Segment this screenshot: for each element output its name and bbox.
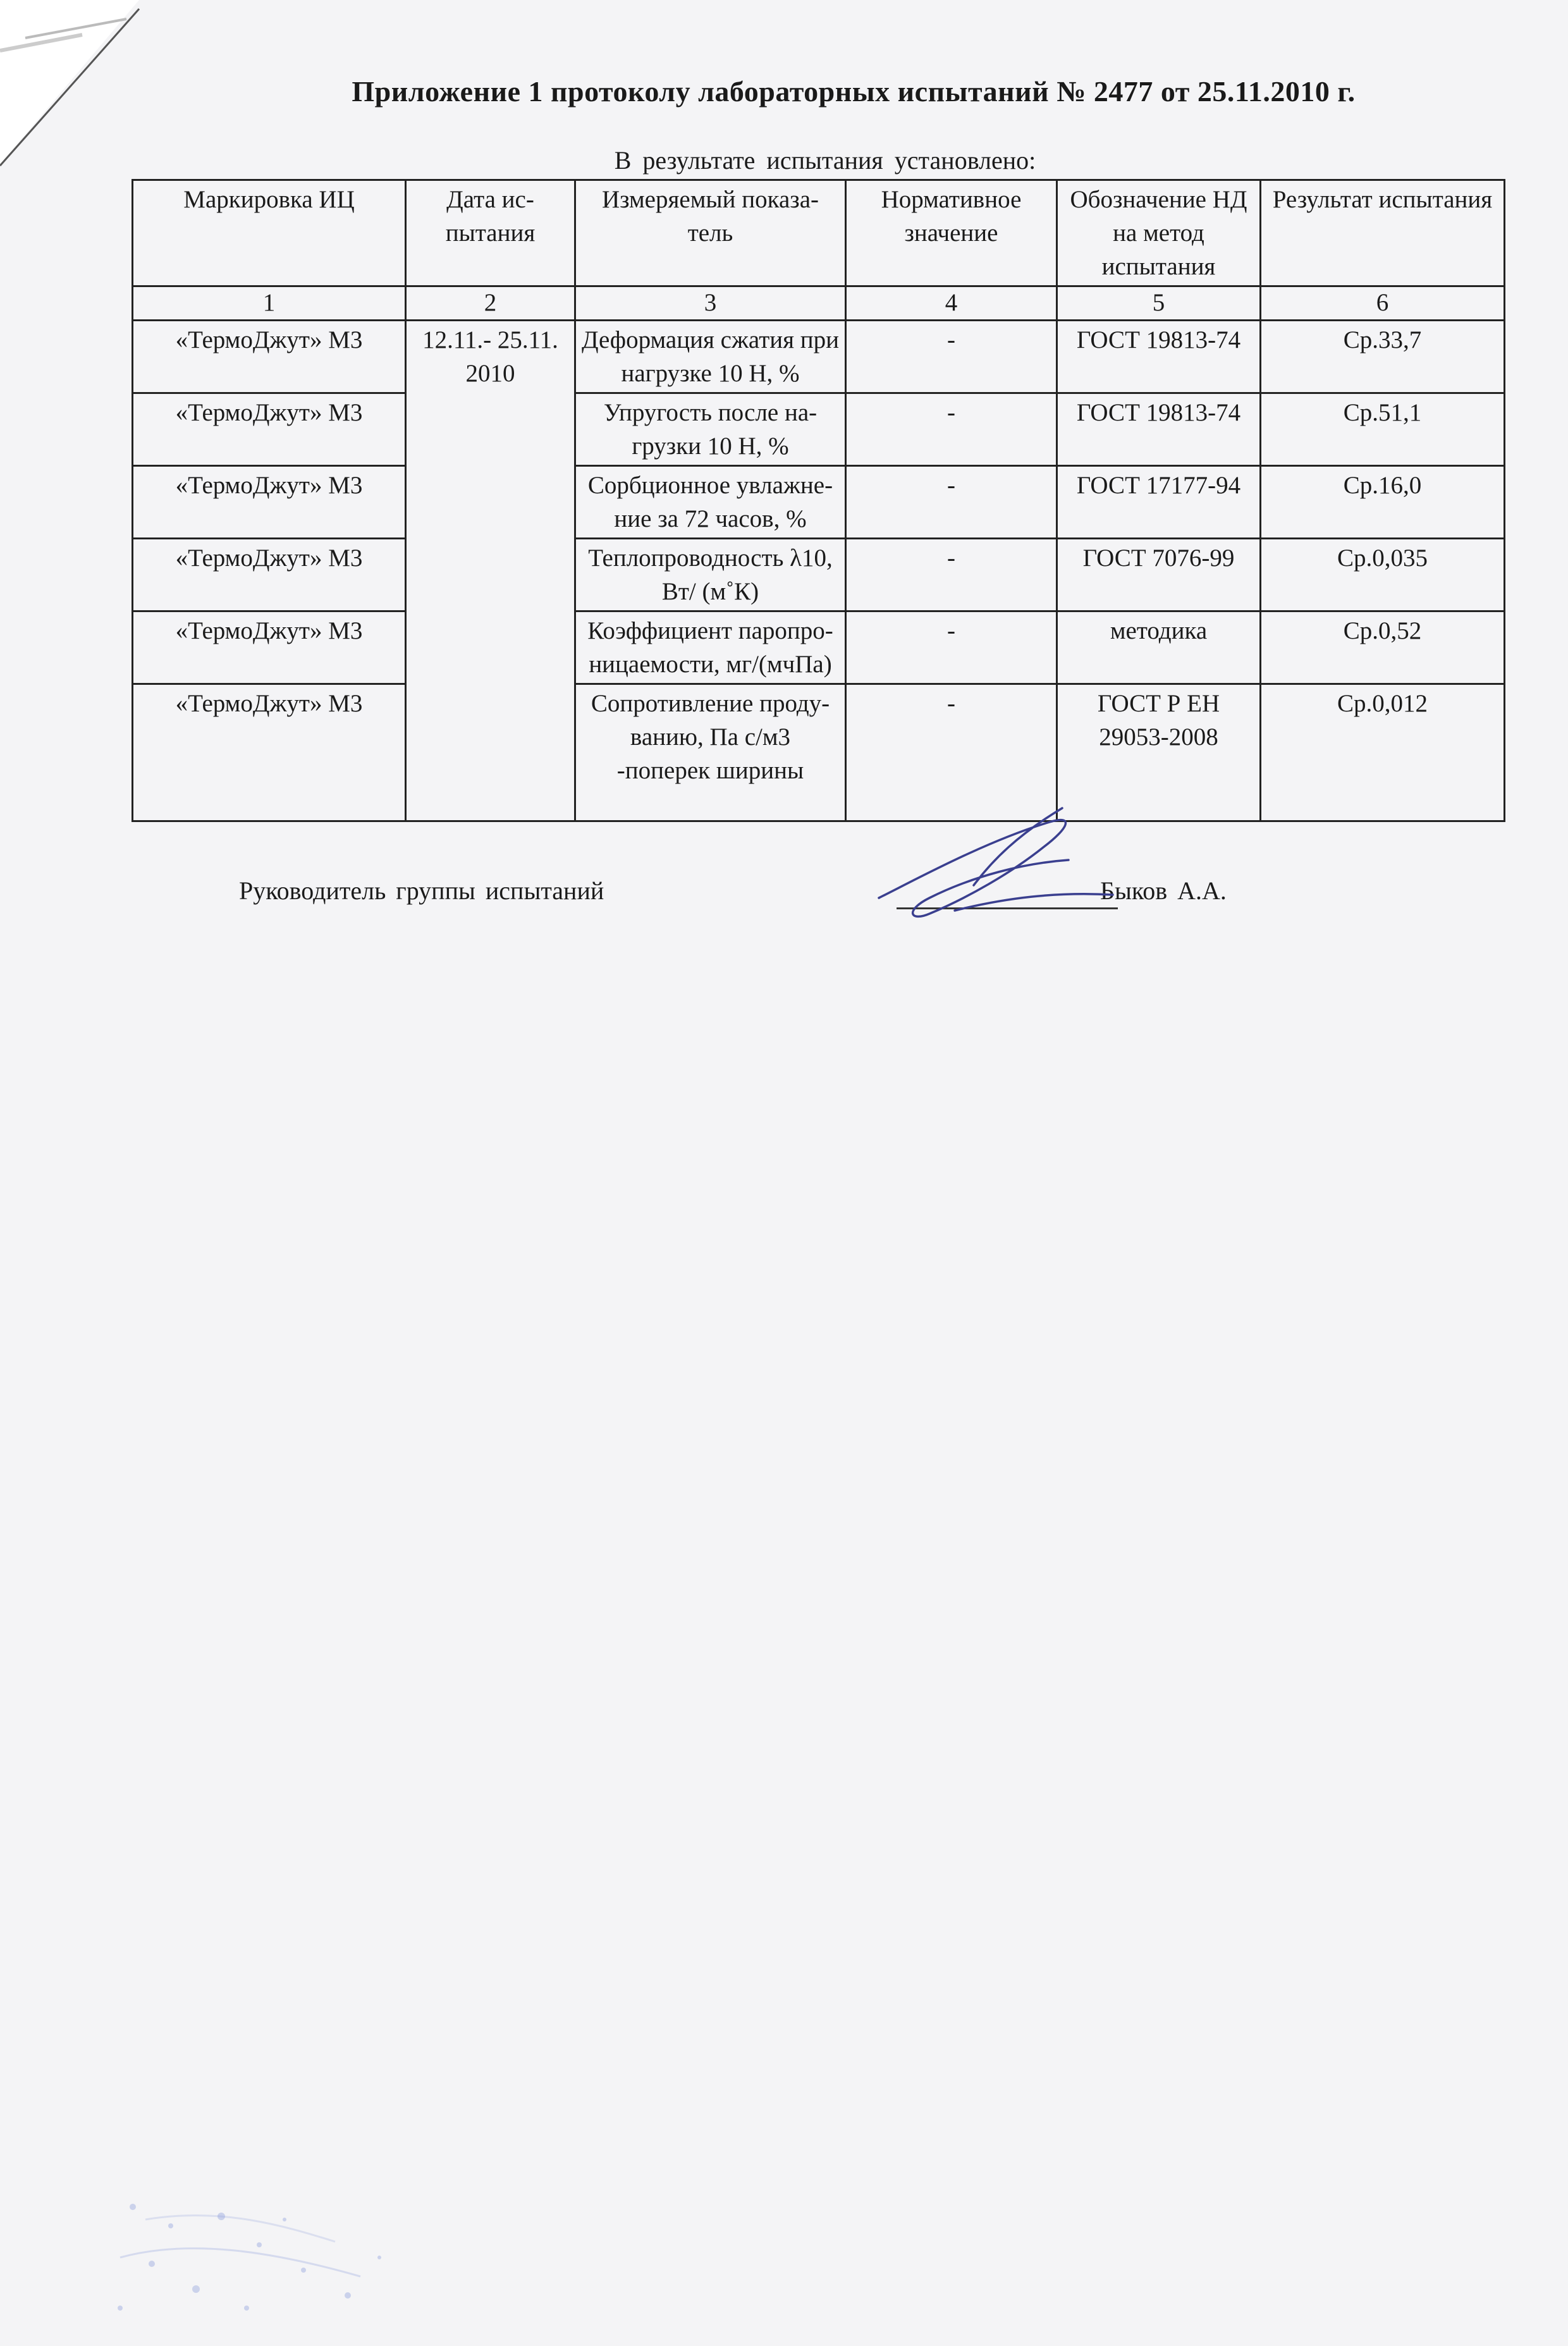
column-number: 5 (1057, 286, 1261, 321)
handwritten-signature (860, 803, 1125, 930)
signer-name: Быков А.А. (1100, 876, 1227, 905)
header-normative: Нормативное значение (846, 180, 1057, 286)
method-cell: ГОСТ 7076-99 (1057, 539, 1261, 611)
method-cell: ГОСТ Р ЕН 29053-2008 (1057, 684, 1261, 821)
result-cell: Ср.0,52 (1261, 611, 1505, 684)
method-cell: ГОСТ 19813-74 (1057, 393, 1261, 466)
marking-cell: «ТермоДжут» М3 (133, 611, 406, 684)
table-row (133, 539, 1505, 611)
marking-cell: «ТермоДжут» М3 (133, 393, 406, 466)
normative-cell: - (846, 393, 1057, 466)
method-cell: ГОСТ 19813-74 (1057, 321, 1261, 393)
marking-cell: «ТермоДжут» М3 (133, 539, 406, 611)
document-title: Приложение 1 протоколу лабораторных испытаний № 2477 от 25.11.2010 г. (352, 75, 1356, 107)
indicator-cell: Сопротивление проду- ванию, Па с/м3 -поперек ширины (575, 684, 846, 821)
table-row (133, 684, 1505, 821)
normative-cell: - (846, 321, 1057, 393)
result-cell: Ср.0,012 (1261, 684, 1505, 821)
result-cell: Ср.51,1 (1261, 393, 1505, 466)
column-number: 1 (133, 286, 406, 321)
table-row (133, 466, 1505, 539)
marking-cell: «ТермоДжут» М3 (133, 684, 406, 821)
table-header-row (133, 180, 1505, 286)
header-method: Обозначение НД на метод испытания (1057, 180, 1261, 286)
normative-cell: - (846, 684, 1057, 821)
indicator-cell: Сорбционное увлажне- ние за 72 часов, % (575, 466, 846, 539)
results-table (132, 179, 1505, 822)
column-number: 6 (1261, 286, 1505, 321)
marking-cell: «ТермоДжут» М3 (133, 321, 406, 393)
result-cell: Ср.0,035 (1261, 539, 1505, 611)
indicator-cell: Коэффициент паропро- ницаемости, мг/(мчПа) (575, 611, 846, 684)
indicator-cell: Теплопроводность λ10, Вт/ (м˚К) (575, 539, 846, 611)
column-number: 2 (406, 286, 575, 321)
column-number: 4 (846, 286, 1057, 321)
indicator-cell: Упругость после на- грузки 10 Н, % (575, 393, 846, 466)
result-cell: Ср.33,7 (1261, 321, 1505, 393)
method-cell: ГОСТ 17177-94 (1057, 466, 1261, 539)
signer-role: Руководитель группы испытаний (239, 876, 604, 905)
header-indicator: Измеряемый показа- тель (575, 180, 846, 286)
normative-cell: - (846, 466, 1057, 539)
indicator-cell: Деформация сжатия при нагрузке 10 Н, % (575, 321, 846, 393)
table-row (133, 611, 1505, 684)
column-number: 3 (575, 286, 846, 321)
faint-stamp-mark (95, 2182, 424, 2346)
header-result: Результат испытания (1261, 180, 1505, 286)
normative-cell: - (846, 611, 1057, 684)
table-row (133, 321, 1505, 393)
column-number-row (133, 286, 1505, 321)
marking-cell: «ТермоДжут» М3 (133, 466, 406, 539)
normative-cell: - (846, 539, 1057, 611)
table-row (133, 393, 1505, 466)
header-date: Дата ис- пытания (406, 180, 575, 286)
header-marking: Маркировка ИЦ (133, 180, 406, 286)
test-date-cell: 12.11.- 25.11. 2010 (406, 321, 575, 821)
document-subtitle: В результате испытания установлено: (614, 146, 1036, 175)
method-cell: методика (1057, 611, 1261, 684)
result-cell: Ср.16,0 (1261, 466, 1505, 539)
